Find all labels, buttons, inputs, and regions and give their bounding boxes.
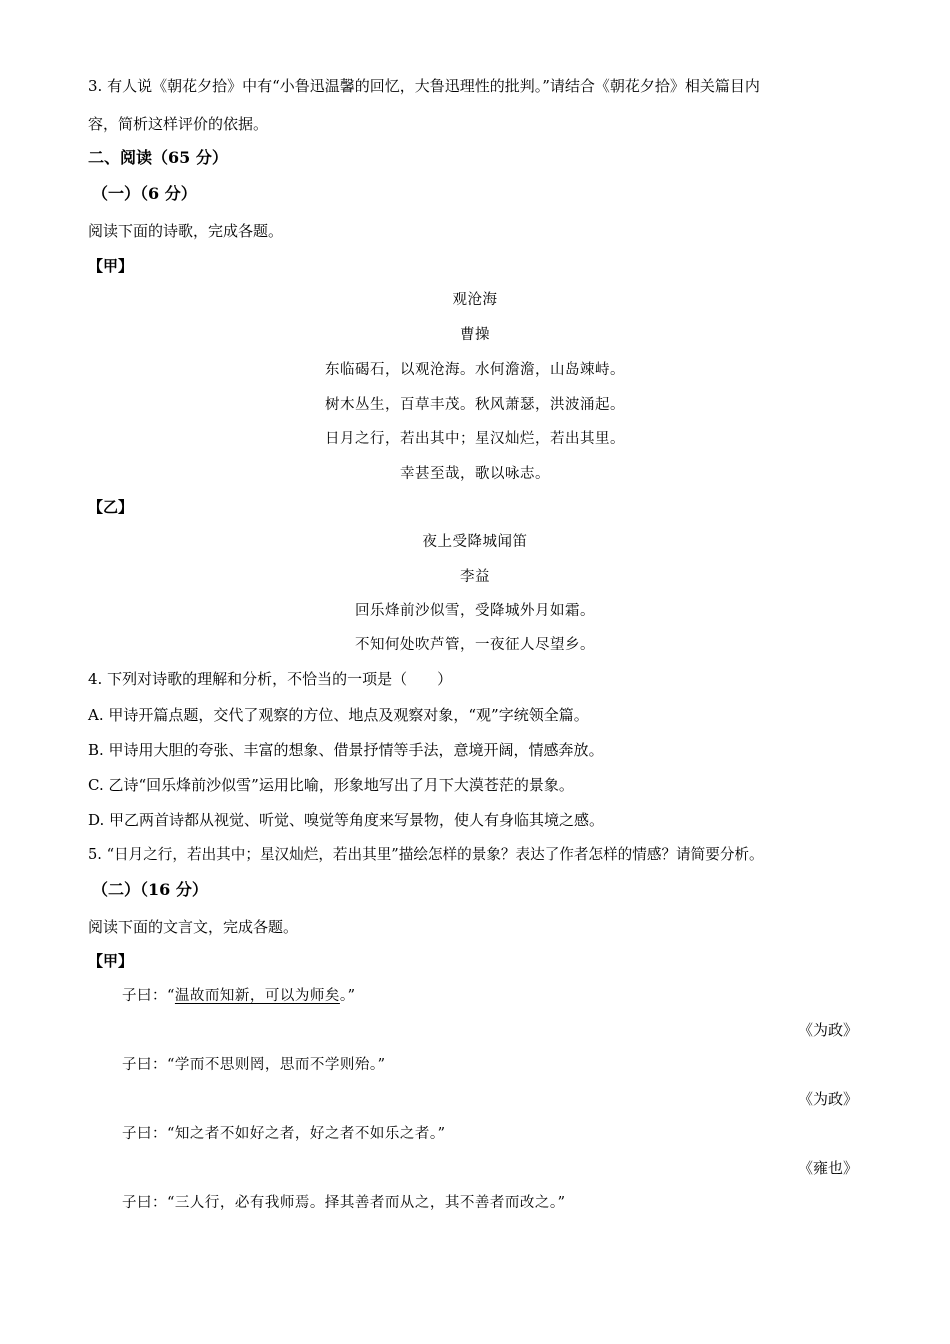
poem-a-marker: 【甲】 xyxy=(88,257,134,275)
quote-4: 子曰：“三人行，必有我师焉。择其善者而从之，其不善者而改之。” xyxy=(122,1195,566,1211)
poem-b-line-2: 不知何处吹芦管，一夜征人尽望乡。 xyxy=(355,637,595,653)
q3-line-1: 3. 有人说《朝花夕拾》中有“小鲁迅温馨的回忆，大鲁迅理性的批判。”请结合《朝花夕拾》相关篇目内 xyxy=(88,77,760,95)
poem-b-title: 夜上受降城闻笛 xyxy=(422,534,528,550)
part-2-marker: 【甲】 xyxy=(88,952,134,970)
q4-option-d: D. 甲乙两首诗都从视觉、听觉、嗅觉等角度来写景物，使人有身临其境之感。 xyxy=(88,811,605,829)
part-2-instruction: 阅读下面的文言文，完成各题。 xyxy=(88,918,299,936)
quote-2-source: 《为政》 xyxy=(797,1090,858,1108)
quote-1-underlined: 温故而知新，可以为师矣 xyxy=(174,988,340,1004)
quote-1-source: 《为政》 xyxy=(797,1021,858,1039)
part-1-title: （一）（6 分） xyxy=(92,184,197,203)
poem-a-line-3: 日月之行，若出其中；星汉灿烂，若出其里。 xyxy=(325,431,625,447)
poem-a-title: 观沧海 xyxy=(452,292,498,308)
q4-option-b: B. 甲诗用大胆的夸张、丰富的想象、借景抒情等手法，意境开阔，情感奔放。 xyxy=(88,741,604,759)
poem-a-line-2: 树木丛生，百草丰茂。秋风萧瑟，洪波涌起。 xyxy=(325,397,625,413)
q4-option-c: C. 乙诗“回乐烽前沙似雪”运用比喻，形象地写出了月下大漠苍茫的景象。 xyxy=(88,776,574,794)
poem-b-line-1: 回乐烽前沙似雪，受降城外月如霜。 xyxy=(355,603,595,619)
q4-stem: 4. 下列对诗歌的理解和分析，不恰当的一项是（ ） xyxy=(88,670,453,688)
q3-line-2: 容，简析这样评价的依据。 xyxy=(88,115,269,133)
quote-1-prefix: 子曰：“ xyxy=(122,988,175,1004)
part-2-title: （二）（16 分） xyxy=(92,880,208,899)
quote-1-suffix: 。” xyxy=(339,988,356,1004)
poem-a-author: 曹操 xyxy=(460,327,490,343)
poem-a-line-1: 东临碣石，以观沧海。水何澹澹，山岛竦峙。 xyxy=(325,362,625,378)
q4-option-a: A. 甲诗开篇点题，交代了观察的方位、地点及观察对象，“观”字统领全篇。 xyxy=(88,706,589,724)
quote-1 xyxy=(122,986,356,1006)
quote-2: 子曰：“学而不思则罔，思而不学则殆。” xyxy=(122,1057,386,1073)
poem-a-line-4: 幸甚至哉，歌以咏志。 xyxy=(400,466,550,482)
quote-3: 子曰：“知之者不如好之者，好之者不如乐之者。” xyxy=(122,1126,446,1142)
section-2-title: 二、阅读（65 分） xyxy=(88,148,228,167)
poem-b-author: 李益 xyxy=(460,569,490,585)
poem-b-marker: 【乙】 xyxy=(88,498,134,516)
q5-stem: 5. “日月之行，若出其中；星汉灿烂，若出其里”描绘怎样的景象？表达了作者怎样的情感？请简要分析。 xyxy=(88,846,764,863)
quote-3-source: 《雍也》 xyxy=(797,1159,858,1177)
part-1-instruction: 阅读下面的诗歌，完成各题。 xyxy=(88,222,284,240)
